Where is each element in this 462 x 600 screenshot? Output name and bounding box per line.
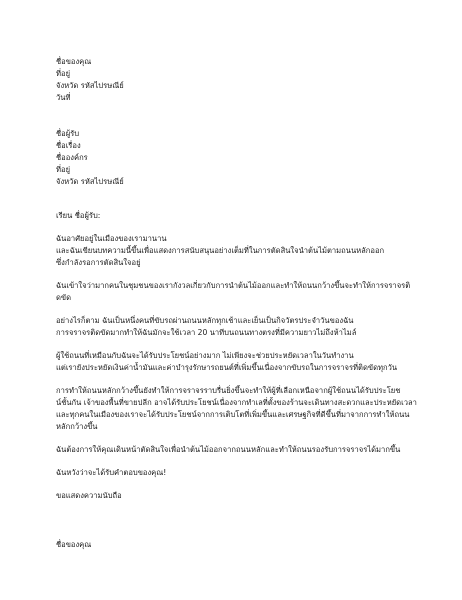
recipient-name: ชื่อผู้รับ xyxy=(56,129,80,138)
recipient-city-postal: จังหวัด รหัสไปรษณีย์ xyxy=(56,177,124,186)
paragraph-line: หลักกว้างขึ้น xyxy=(56,422,98,431)
sender-address: ที่อยู่ xyxy=(56,69,71,78)
letter-date: วันที่ xyxy=(56,93,71,102)
paragraph-line: แต่เรายังประหยัดเงินค่าน้ำมันและค่าบำรุงรักษารถยนต์ที่เพิ่มขึ้นเนื่องจากขับรถในการจราจรที่ติดขัดทุกวัน xyxy=(56,363,398,372)
salutation: เรียน ชื่อผู้รับ: xyxy=(56,211,101,220)
recipient-block xyxy=(56,128,432,188)
paragraph-line: การจราจรติดขัดมากทำให้ฉันมักจะใช้เวลา 20 นาทีบนถนนทางตรงที่มีความยาวไม่ถึงห้าไมล์ xyxy=(56,328,357,337)
recipient-organization: ชื่อองค์กร xyxy=(56,153,88,162)
paragraph-7 xyxy=(56,467,432,479)
closing-line: ขอแสดงความนับถือ xyxy=(56,491,122,500)
paragraph-line: น์ชั้นกัน เจ้าของพื้นที่ขายปลีก อาจได้รับประโยชน์เนื่องจากทำเลที่ตั้งของร้านจะเดินทางสะดวกและประหยัดเวลา xyxy=(56,398,417,407)
paragraph-line: ฉันเข้าใจว่ามากคนในชุมชนของเรากังวลเกี่ยวกับการนำต้นไม้ออกและทำให้ถนนกว้างขึ้นจะทำให้การจราจรติ xyxy=(56,281,411,290)
paragraph-line: ฉันหวังว่าจะได้รับคำตอบของคุณ! xyxy=(56,468,167,477)
paragraph-3 xyxy=(56,315,432,339)
paragraph-4 xyxy=(56,350,432,374)
paragraph-2 xyxy=(56,280,432,304)
paragraph-line: ผู้ใช้ถนนที่เหมือนกับฉันจะได้รับประโยชน์อย่างมาก ไม่เพียงจะช่วยประหยัดเวลาในวันทำงาน xyxy=(56,351,354,360)
paragraph-1 xyxy=(56,233,432,269)
paragraph-line: และฉันเขียนบทความนี้ขึ้นเพื่อแสดงการสนับสนุนอย่างเต็มที่ในการตัดสินใจนำต้นไม้ตามถนนหลักออก xyxy=(56,246,385,255)
paragraph-line: ฉันอาศัยอยู่ในเมืองของเรามานาน xyxy=(56,234,167,243)
closing xyxy=(56,490,432,502)
sender-name: ชื่อของคุณ xyxy=(56,57,92,66)
paragraph-line: อย่างไรก็ตาม ฉันเป็นหนึ่งคนที่ขับรถผ่านถนนหลักทุกเช้าและเย็นเป็นกิจวัตรประจำวันของฉัน xyxy=(56,316,354,325)
recipient-title: ชื่อเรื่อง xyxy=(56,141,81,150)
sender-city-postal: จังหวัด รหัสไปรษณีย์ xyxy=(56,81,124,90)
sender-block xyxy=(56,56,432,104)
paragraph-line: และทุกคนในเมืองของเราจะได้รับประโยชน์จากการเติบโตที่เพิ่มขึ้นและเศรษฐกิจที่ดีขึ้นที่มาจากการทำให้ถนน xyxy=(56,410,410,419)
paragraph-6 xyxy=(56,444,432,456)
recipient-address: ที่อยู่ xyxy=(56,165,71,174)
signature-name: ชื่อของคุณ xyxy=(56,540,92,549)
paragraph-line: ซึ่งกำลังรอการตัดสินใจอยู่ xyxy=(56,258,141,267)
paragraph-5 xyxy=(56,385,432,433)
paragraph-line: ฉันต้องการให้คุณเดินหน้าตัดสินใจเพื่อนำต้นไม้ออกจากถนนหลักและทำให้ถนนรองรับการจราจรได้มากขึ้น xyxy=(56,445,401,454)
paragraph-line: ดขัด xyxy=(56,293,72,302)
paragraph-line: การทำให้ถนนหลักกว้างขึ้นยังทำให้การจราจรราบรื่นยิ่งขึ้นจะทำให้ผู้ที่เลือกเหนือจากผู้ใช้ถนนได้รับประโยช xyxy=(56,386,401,395)
